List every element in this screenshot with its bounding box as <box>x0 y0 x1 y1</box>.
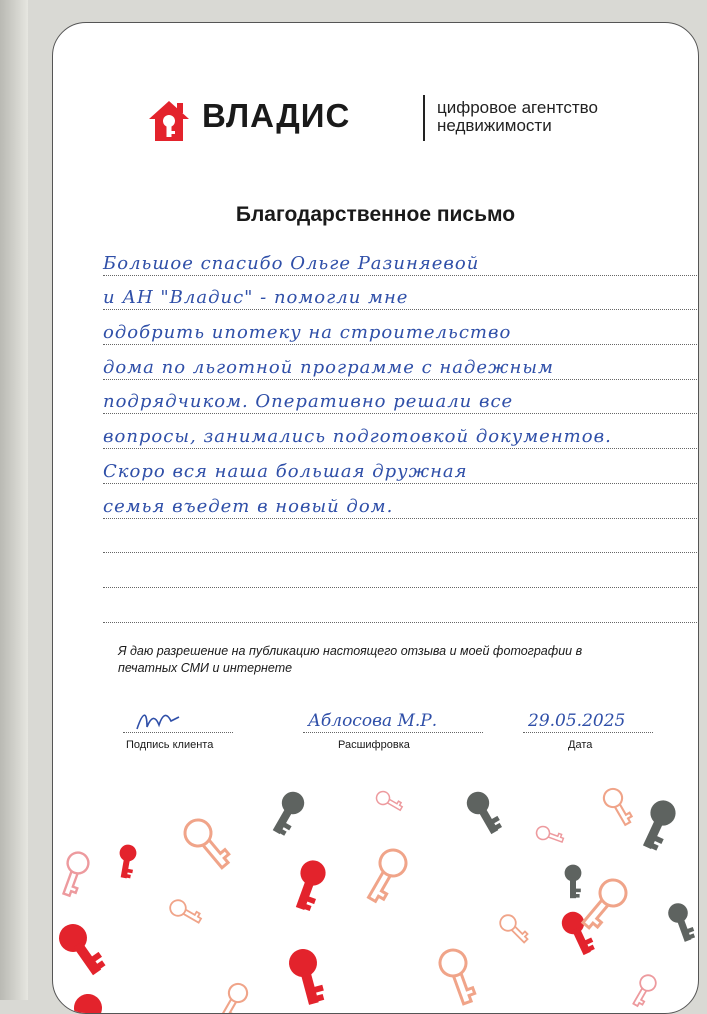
logo-divider <box>423 95 425 141</box>
decoding-label: Расшифровка <box>338 739 410 751</box>
handwritten-text: семья въедет в новый дом. <box>103 495 394 517</box>
key-icon <box>558 908 597 958</box>
date-line <box>523 732 653 733</box>
writing-line <box>103 414 699 449</box>
key-icon <box>636 796 680 852</box>
writing-line <box>103 553 699 588</box>
key-icon <box>288 857 329 913</box>
key-outline-icon <box>535 825 565 847</box>
key-outline-icon <box>180 815 235 874</box>
writing-line <box>103 484 699 519</box>
key-outline-icon <box>215 981 250 1014</box>
brand-tagline: цифровое агентство недвижимости <box>437 98 598 135</box>
key-outline-icon <box>436 946 479 1007</box>
writing-line <box>103 241 699 276</box>
handwritten-text: Большое спасибо Ольге Разиняевой <box>103 252 480 274</box>
key-icon <box>54 919 109 981</box>
handwritten-text: и АН "Владис" - помогли мне <box>103 287 409 309</box>
writing-line <box>103 310 699 345</box>
handwritten-text: Скоро вся наша большая дружная <box>103 460 468 482</box>
handwritten-text: дома по льготной программе с надежным <box>103 356 554 378</box>
client-signature-label: Подпись клиента <box>126 739 214 751</box>
key-icon <box>565 865 582 899</box>
key-icon <box>115 843 137 879</box>
key-outline-icon <box>629 972 659 1008</box>
handwritten-text: подрядчиком. Оперативно решали все <box>103 391 514 413</box>
signature-row <box>53 699 698 759</box>
key-icon <box>267 788 309 838</box>
publication-consent: Я даю разрешение на публикацию настоящего отзыва и моей фотографии в печатных СМИ и интернете <box>118 644 583 675</box>
decorative-keys-pattern <box>53 763 698 1014</box>
key-icon <box>53 988 108 1014</box>
date-label: Дата <box>568 739 593 751</box>
writing-line <box>103 449 699 484</box>
date-value: 29.05.2025 <box>528 711 626 731</box>
writing-line <box>103 276 699 311</box>
handwritten-text: вопросы, занимались подготовкой документов. <box>103 426 612 448</box>
brand-name: ВЛАДИС <box>202 97 351 134</box>
client-signature-mark <box>133 707 193 733</box>
letter-card <box>52 22 699 1014</box>
handwriting-area <box>103 241 699 623</box>
writing-line <box>103 519 699 554</box>
writing-line <box>103 345 699 380</box>
key-icon <box>665 900 697 944</box>
key-outline-icon <box>497 912 531 946</box>
scan-edge-shadow <box>0 0 28 1000</box>
decoding-value: Аблосова М.Р. <box>308 711 438 731</box>
key-outline-icon <box>57 850 92 898</box>
handwritten-text: одобрить ипотеку на строительство <box>103 322 512 344</box>
decoding-line <box>303 732 483 733</box>
key-outline-icon <box>167 897 203 927</box>
key-outline-icon <box>374 789 404 814</box>
letter-title: Благодарственное письмо <box>235 203 516 226</box>
writing-line <box>103 380 699 415</box>
key-outline-icon <box>576 875 631 934</box>
house-key-icon <box>147 99 191 143</box>
key-icon <box>463 788 505 838</box>
key-outline-icon <box>601 786 636 828</box>
key-icon <box>286 946 328 1007</box>
key-outline-icon <box>361 845 411 906</box>
writing-line <box>103 588 699 623</box>
